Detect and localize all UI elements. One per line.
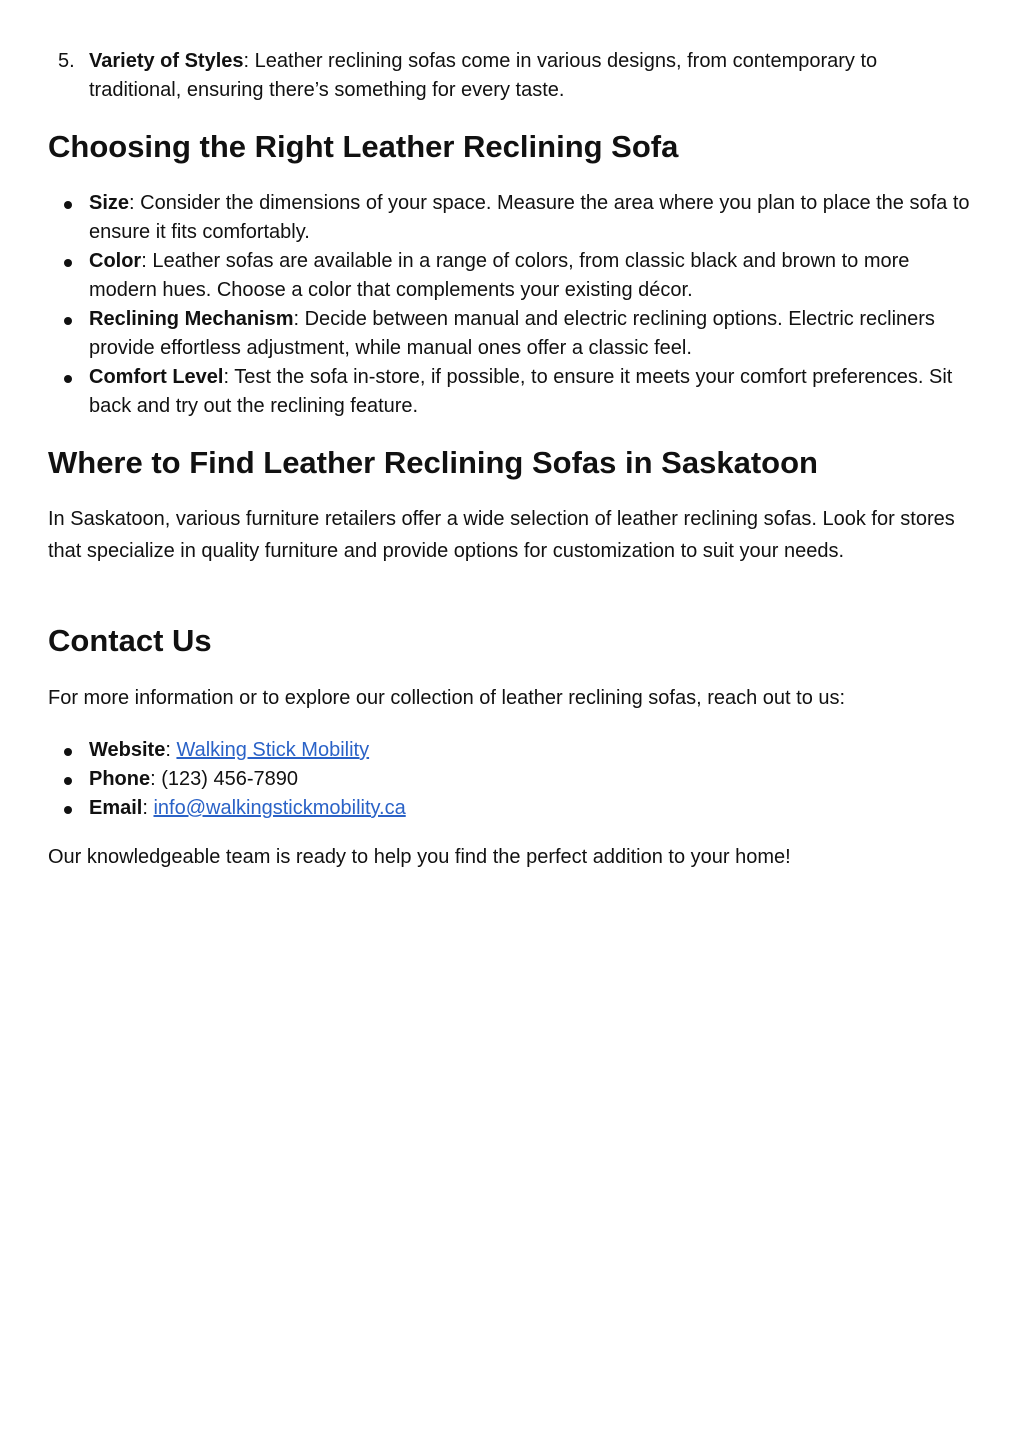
list-item — [48, 363, 974, 421]
numbered-list-item — [48, 47, 974, 105]
list-item-text: : Decide between manual and electric reclining options. Electric recliners provide effortless adjustment, while manual ones offer a classic feel. — [89, 308, 935, 359]
list-item — [48, 305, 974, 363]
label-separator: : — [165, 739, 177, 761]
bullet-icon — [64, 317, 72, 325]
list-item-term: Color — [89, 250, 142, 272]
email-link[interactable]: info@walkingstickmobility.ca — [153, 797, 406, 819]
list-item-term: Comfort Level — [89, 366, 224, 388]
list-item-term: Variety of Styles — [89, 50, 244, 72]
bullet-icon — [64, 777, 72, 785]
section-heading-contact: Contact Us — [48, 623, 212, 658]
website-label: Website — [89, 739, 166, 761]
email-label: Email — [89, 797, 143, 819]
bullet-icon — [64, 375, 72, 383]
website-link[interactable]: Walking Stick Mobility — [176, 739, 370, 761]
list-item-text: : Leather reclining sofas come in various designs, from contemporary to traditional, ensuring there’s something for every taste. — [89, 50, 878, 101]
bullet-icon — [64, 201, 72, 209]
label-separator: : — [142, 797, 154, 819]
contact-website-item — [48, 736, 974, 765]
contact-email-item — [48, 794, 974, 823]
list-item-text: : Test the sofa in-store, if possible, to ensure it meets your comfort preferences. Sit back and try out the reclining feature. — [89, 366, 953, 417]
phone-label: Phone — [89, 768, 151, 790]
contact-list — [48, 736, 974, 823]
numbered-list — [48, 47, 974, 105]
list-item-text: : Leather sofas are available in a range of colors, from classic black and brown to more modern hues. Choose a color that complements your existing décor. — [89, 250, 910, 301]
list-item-text: : Consider the dimensions of your space. Measure the area where you plan to place the sofa to ensure it fits comfortably. — [89, 192, 970, 243]
list-item — [48, 189, 974, 247]
list-item-term: Reclining Mechanism — [89, 308, 294, 330]
list-item — [48, 247, 974, 305]
bullet-icon — [64, 806, 72, 814]
phone-value: : (123) 456-7890 — [150, 768, 299, 790]
where-paragraph: In Saskatoon, various furniture retailers offer a wide selection of leather reclining sofas. Look for stores that specialize in quality furniture and provide options for customization to suit your needs. — [48, 508, 955, 562]
bullet-icon — [64, 748, 72, 756]
contact-phone-item — [48, 765, 974, 794]
section-heading-choosing: Choosing the Right Leather Reclining Sofa — [48, 129, 679, 164]
bullet-icon — [64, 259, 72, 267]
closing-paragraph: Our knowledgeable team is ready to help you find the perfect addition to your home! — [48, 846, 791, 868]
contact-intro: For more information or to explore our collection of leather reclining sofas, reach out to us: — [48, 687, 846, 709]
list-item-term: Size — [89, 192, 130, 214]
choosing-list — [48, 189, 974, 421]
section-heading-where: Where to Find Leather Reclining Sofas in Saskatoon — [48, 445, 818, 480]
list-number: 5. — [58, 50, 75, 72]
